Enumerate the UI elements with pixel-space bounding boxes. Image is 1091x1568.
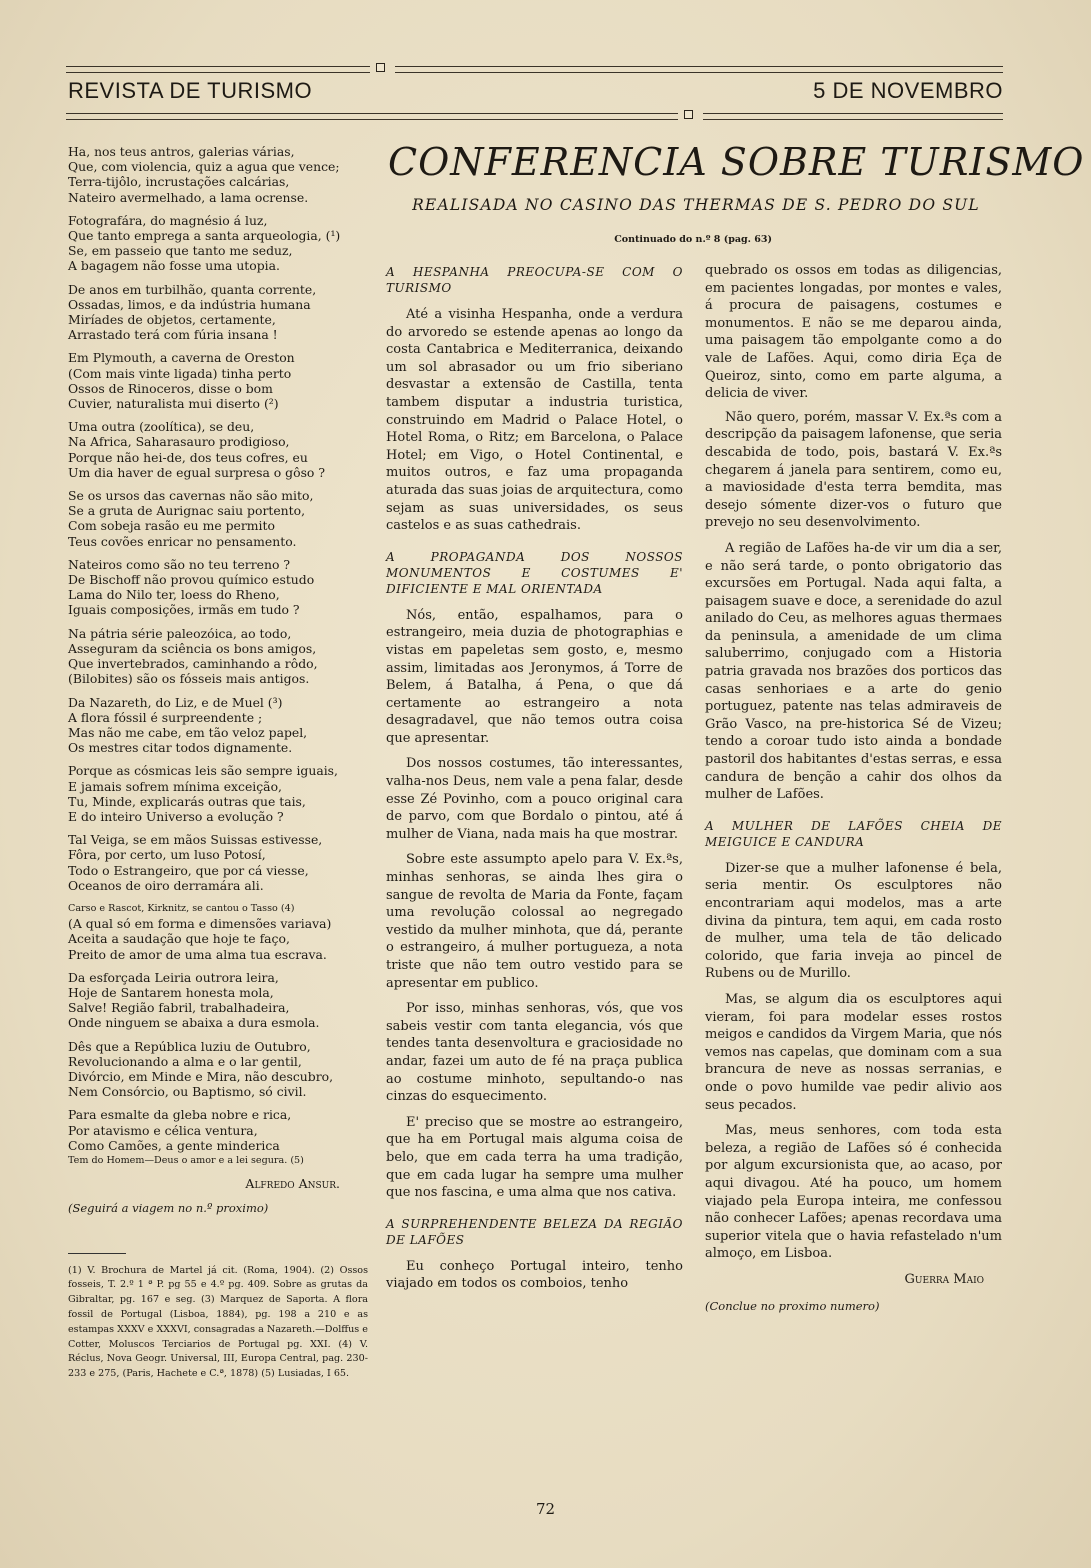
poem-line: Nateiro avermelhado, a lama ocrense. (68, 189, 309, 205)
poem-line: Terra-tijôlo, incrustações calcárias, (68, 174, 290, 190)
article-column-middle (386, 262, 683, 1301)
poem-stanza (68, 213, 368, 274)
poem-line: Miríades de objetos, certamente, (68, 312, 276, 328)
poem-stanza (68, 350, 368, 411)
paragraph: Não quero, porém, massar V. Ex.ªs com a descripção da paisagem lafonense, que seria descabida de todo, pois, bastará V. Ex.ªs chegarem á janela para sentirem, como eu, a maviosidade d'esta terra bemdita, mas desejo sómente dizer-vos o futuro que prevejo no seu desenvolvimento. (705, 409, 1002, 531)
section-heading: A MULHER DE LAFÕES CHEIA DE MEIGUICE E CANDURA (705, 818, 1002, 849)
poem-line: Tu, Minde, explicarás outras que tais, (68, 793, 306, 809)
poem-line: Na Africa, Saharasauro prodigioso, (68, 434, 290, 450)
poem-line: Aceita a saudação que hoje te faço, (68, 931, 290, 947)
paragraph: Nós, então, espalhamos, para o estrangeiro, meia duzia de photographias e vistas em papeletas sem gosto, e, mesmo assim, limitadas aos Jeronymos, á Torre de Belem, á Batalha, á Pena, o que dá certamente ao estrangeiro a nota desagradavel, que não temos outra coisa que apresentar. (386, 607, 683, 746)
poem-line: Se a gruta de Aurignac saiu portento, (68, 503, 306, 519)
poem-line: (A qual só em forma e dimensões variava) (68, 916, 332, 932)
poem-line: Asseguram da sciência os bons amigos, (68, 640, 317, 656)
poem-line: E jamais sofrem mínima exceição, (68, 778, 282, 794)
poem-stanza (68, 695, 368, 756)
conclusion-note: (Conclue no proximo numero) (705, 1299, 880, 1314)
poem-line: Preito de amor de uma alma tua escrava. (68, 946, 327, 962)
footnotes: (1) V. Brochura de Martel já cit. (Roma, 1904). (2) Ossos fosseis, T. 2.º 1 ª P. pg 55 e 4.º pg. 409. Sobre as grutas da Gibraltar, pg. 167 e seg. (3) Marquez de Saporta. A flora fossil de Portugal (Lisboa, 1884), pg. 198 a 210 e as estampas XXXV e XXXVI, consagradas a Nazareth.—Dolffus e Cotter, Moluscos Terciarios de Portugal pg. XXI. (4) V. Réclus, Nova Geogr. Universal, III, Europa Central, pag. 230-233 e 275, (Paris, Hachete e C.ª, 1878) (5) Lusiadas, I 65. (68, 1264, 368, 1380)
article-subtitle: REALISADA NO CASINO DAS THERMAS DE S. PEDRO DO SUL (412, 196, 980, 214)
header-rule-right (395, 66, 1003, 73)
poem-stanza (68, 419, 368, 480)
header-rule-lower-left (66, 113, 678, 120)
poem-line: (Com mais vinte ligada) tinha perto (68, 365, 292, 381)
poem-line: Para esmalte da gleba nobre e rica, (68, 1107, 292, 1123)
paragraph: Até a visinha Hespanha, onde a verdura do arvoredo se estende apenas ao longo da costa Cantabrica e Mediterranica, deixando um sol abrasador ou um frio siberiano desvastar a extensão de Castilla, tenta tambem disputar a industria turistica, construindo em Madrid o Palace Hotel, o Hotel Roma, o Ritz; em Barcelona, o Palace Hotel; em Vigo, o Hotel Continental, e muitos outros, e faz uma propaganda aturada das suas joias de arquitectura, como sejam as suas universidades, os seus castelos e as suas cathedrais. (386, 307, 683, 534)
poem-line: Dês que a República luziu de Outubro, (68, 1038, 311, 1054)
poem-line: Teus covões enricar no pensamento. (68, 533, 297, 549)
poem-line: Cuvier, naturalista mui diserto (²) (68, 396, 279, 412)
poem-line: Nateiros como são no teu terreno ? (68, 556, 290, 572)
poem-line: De anos em turbilhão, quanta corrente, (68, 281, 317, 297)
poem-line: Oceanos de oiro derramára ali. (68, 877, 264, 893)
poem-stanza (68, 557, 368, 618)
poem-line: Em Plymouth, a caverna de Oreston (68, 350, 295, 366)
continued-note: Continuado do n.º 8 (pag. 63) (614, 234, 772, 245)
paragraph: Mas, se algum dia os esculptores aqui vieram, foi para modelar esses rostos meigos e candidos da Virgem Maria, que nós vemos nas capelas, que dominam com a sua brancura de neve as nossas serranias, e onde o povo humilde vae pedir alivio aos seus pecados. (705, 991, 1002, 1113)
poem-stanza (68, 626, 368, 687)
article-column-right (705, 262, 1002, 1324)
article-title: CONFERENCIA SOBRE TURISMO (388, 140, 1085, 184)
poem-line: Hoje de Santarem honesta mola, (68, 984, 274, 1000)
poem-line: Que invertebrados, caminhando a rôdo, (68, 656, 318, 672)
paragraph: A região de Lafões ha-de vir um dia a ser, e não será tarde, o ponto obrigatorio das excursões em Portugal. Nada aqui falta, a paisagem suave e doce, a serenidade do azul anilado do Ceu, as melhores aguas thermaes da peninsula, a amenidade de um clima saluberrimo, conjugado com a Historia patria gravada nos brazões dos porticos das casas senhoriaes e a arte do genio portuguez, patente nas telas admiraveis de Grão Vasco, na pre-historica Sé de Vizeu; tendo a coroar tudo isto ainda a bondade pastoril dos habitantes d'estas serras, e essa candura de benção a cahir dos olhos da mulher de Lafões. (705, 540, 1002, 803)
poem-line: Onde ninguem se abaixa a dura esmola. (68, 1015, 320, 1031)
paragraph: Dizer-se que a mulher lafonense é bela, seria mentir. Os esculptores não encontrariam aqui modelos, mas a arte divina da pintura, tem aqui, em cada rosto de mulher, uma tela de tão delicado colorido, que faria inveja ao pincel de Rubens ou de Murillo. (705, 860, 1002, 982)
poem-line: Fotografára, do magnésio á luz, (68, 212, 268, 228)
poem-line: Que tanto emprega a santa arqueologia, (¹) (68, 228, 341, 244)
poem-line: A flora fóssil é surpreendente ; (68, 709, 263, 725)
poem-line: Ha, nos teus antros, galerias várias, (68, 144, 295, 159)
poem-stanza (68, 1107, 368, 1153)
poem-line: Todo o Estrangeiro, que por cá viesse, (68, 862, 309, 878)
paragraph: Dos nossos costumes, tão interessantes, valha-nos Deus, nem vale a pena falar, desde esse Zé Povinho, com a pouco original cara de parvo, com que Bordalo o pintou, até á mulher de Viana, nada mais ha que mostrar. (386, 756, 683, 842)
poem-stanza (68, 970, 368, 1031)
poem-line: De Bischoff não provou químico estudo (68, 572, 315, 588)
poem-line: Uma outra (zoolítica), se deu, (68, 419, 255, 435)
header-rule-lower-right (703, 113, 1003, 120)
poem-line: Nem Consórcio, ou Baptismo, só civil. (68, 1084, 307, 1100)
issue-date: 5 DE NOVEMBRO (813, 78, 1003, 103)
poem-line: A bagagem não fosse uma utopia. (68, 258, 280, 274)
poem-line: Um dia haver de egual surpresa o gôso ? (68, 464, 325, 480)
poem-line: Como Camões, a gente minderica (68, 1137, 280, 1153)
continuation-note: (Seguirá a viagem no n.º proximo) (68, 1201, 269, 1216)
section-heading: A HESPANHA PREOCUPA-SE COM O TURISMO (386, 265, 683, 295)
poem-line: Iguais composições, irmãs em tudo ? (68, 602, 300, 618)
poem-line: Lama do Nilo ter, loess do Rheno, (68, 587, 280, 603)
poem-stanza (68, 763, 368, 824)
poem-line: Se os ursos das cavernas não são mito, (68, 488, 314, 504)
poem-line: Revolucionando a alma e o lar gentil, (68, 1053, 302, 1069)
page-number: 72 (535, 1500, 556, 1518)
poem-stanza (68, 832, 368, 893)
poem-line: Se, em passeio que tanto me seduz, (68, 243, 293, 259)
poem-line: Por atavismo e célica ventura, (68, 1122, 258, 1138)
paragraph: Eu conheço Portugal inteiro, tenho viajado em todos os comboios, tenho (386, 1258, 683, 1292)
poem-line: Com sobeja rasão eu me permito (68, 518, 275, 534)
footnote-rule (68, 1253, 126, 1254)
poem-line: E do inteiro Universo a evolução ? (68, 808, 284, 824)
poem-stanza (68, 144, 368, 205)
poem-line: Ossos de Rinoceros, disse o bom (68, 380, 273, 396)
paragraph: Mas, meus senhores, com toda esta beleza, a região de Lafões só é conhecida por algum excursionista que, ao acaso, por aqui divagou. Até ha pouco, um homem viajado pela Europa inteira, me confessou não conhecer Lafões; apenas recordava uma superior vitela que o havia refastelado n'um almoço, em Lisboa. (705, 1123, 1002, 1262)
poem-line: Tem do Homem—Deus o amor e a lei segura. (5) (68, 1154, 304, 1166)
poem-line: Porque as cósmicas leis são sempre iguais, (68, 763, 338, 779)
poem-line: Que, com violencia, quiz a agua que vence; (68, 159, 340, 175)
poem-line: Carso e Rascot, Kirknitz, se cantou o Tasso (4) (68, 902, 295, 914)
journal-title: REVISTA DE TURISMO (68, 78, 313, 103)
ornament-square (684, 110, 693, 119)
poem-line: Tal Veiga, se em mãos Suissas estivesse, (68, 832, 323, 848)
paragraph: Sobre este assumpto apelo para V. Ex.ªs, minhas senhoras, se ainda lhes gira o sangue de revolta de Maria da Fonte, façam uma revolução colossal ao negregado vestido da mulher minhota, que dá, perante o estrangeiro, á mulher portugueza, a nota triste que não tem outro vestido para se apresentar em publico. (386, 852, 683, 991)
poem-line: Ossadas, limos, e da indústria humana (68, 296, 311, 312)
poem-line: Da esforçada Leiria outrora leira, (68, 969, 279, 985)
article-author: Guerra Maio (904, 1271, 984, 1287)
poem-line: Fôra, por certo, um luso Potosí, (68, 847, 266, 863)
poem-stanza (68, 488, 368, 549)
ornament-square (376, 63, 385, 72)
poem-stanza (68, 282, 368, 343)
poem-line: Divórcio, em Minde e Mira, não descubro, (68, 1068, 334, 1084)
section-heading: A SURPREHENDENTE BELEZA DA REGIÃO DE LAFÕES (386, 1216, 683, 1247)
poem-line: Arrastado terá com fúria insana ! (68, 327, 278, 343)
poem-line: Salve! Região fabril, trabalhadeira, (68, 1000, 290, 1016)
section-heading: A PROPAGANDA DOS NOSSOS MONUMENTOS E COSTUMES E' DIFICIENTE E MAL ORIENTADA (386, 549, 683, 596)
header-rule-left (66, 66, 370, 73)
poem-line: Porque não hei-de, dos teus cofres, eu (68, 449, 308, 465)
paragraph: E' preciso que se mostre ao estrangeiro, que ha em Portugal mais alguma coisa de belo, que em cada terra ha uma tradição, que em cada lugar ha sempre uma mulher que nos fascina, e uma alma que nos cativa. (386, 1114, 683, 1201)
poem-line: Da Nazareth, do Liz, e de Muel (³) (68, 694, 283, 710)
poem-line: Mas não me cabe, em tão veloz papel, (68, 724, 308, 740)
poem-stanza (68, 901, 368, 962)
poem-line: Na pátria série paleozóica, ao todo, (68, 625, 292, 641)
poem-line: Os mestres citar todos dignamente. (68, 740, 293, 756)
poem-column (68, 144, 368, 1382)
poem-line: (Bilobites) são os fósseis mais antigos. (68, 671, 310, 687)
paragraph: Por isso, minhas senhoras, vós, que vos sabeis vestir com tanta elegancia, vós que tendes tanta desenvoltura e graciosidade no andar, fazei um auto de fé na praça publica ao costume minhoto, sepultando-o nas cinzas do esquecimento. (386, 1001, 683, 1105)
poem-author: Alfredo Ansur. (245, 1176, 340, 1192)
poem-stanza (68, 1039, 368, 1100)
paragraph: quebrado os ossos em todas as diligencias, em pacientes longadas, por montes e vales, á procura de paisagens, costumes e monumentos. E não se me deparou ainda, uma paisagem tão empolgante como a do vale de Lafões. Aqui, como diria Eça de Queiroz, sinto, como em parte alguma, a delicia de viver. (705, 263, 1002, 402)
